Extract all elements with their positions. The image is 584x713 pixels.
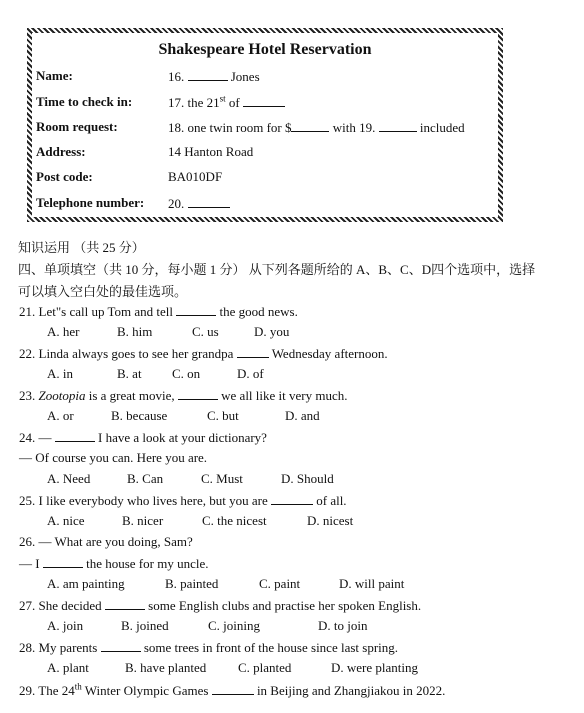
option-a[interactable]: A. or: [47, 408, 74, 423]
option-c[interactable]: C. but: [207, 408, 239, 423]
question-text: 24. —: [19, 430, 52, 445]
section-instruction: 四、单项填空（共 10 分，每小题 1 分） 从下列各题所给的 A、B、C、D四个选项中，选择: [18, 262, 536, 277]
option-c[interactable]: C. paint: [259, 576, 301, 591]
blank-number: 16.: [168, 69, 185, 84]
reservation-form: [27, 28, 503, 222]
option-b[interactable]: B. have planted: [125, 660, 207, 675]
question-text: some English clubs and practise her spoken English.: [148, 598, 422, 613]
form-row-address: [32, 144, 498, 164]
option-c[interactable]: C. the nicest: [202, 513, 267, 528]
question-28: [19, 639, 398, 656]
question-26-line2: [19, 555, 208, 572]
option-d[interactable]: D. will paint: [339, 576, 405, 591]
form-value: BA010DF: [168, 169, 223, 184]
answer-blank[interactable]: [176, 303, 216, 316]
option-b[interactable]: B. joined: [121, 618, 169, 633]
value-text: included: [419, 120, 465, 135]
question-text: the house for my uncle.: [86, 556, 209, 571]
question-text: 22. Linda always goes to see her grandpa: [19, 346, 234, 361]
option-c[interactable]: C. planted: [238, 660, 292, 675]
form-label: Room request:: [36, 119, 118, 134]
value-text: of: [225, 95, 240, 110]
option-b[interactable]: B. painted: [165, 576, 219, 591]
option-d[interactable]: D. of: [237, 366, 264, 381]
form-value: 14 Hanton Road: [168, 144, 254, 159]
option-d[interactable]: D. nicest: [307, 513, 354, 528]
option-b[interactable]: B. him: [117, 324, 153, 339]
question-text: 28. My parents: [19, 640, 98, 655]
value-text: 17. the 21: [168, 95, 220, 110]
option-c[interactable]: C. joining: [208, 618, 261, 633]
answer-blank[interactable]: [379, 119, 417, 132]
ordinal-suffix: th: [74, 681, 82, 692]
options-26: [47, 576, 404, 592]
value-text: 18. one twin room for $: [168, 120, 292, 135]
ordinal-suffix: st: [219, 93, 226, 104]
question-text: — I: [19, 556, 40, 571]
option-d[interactable]: D. you: [254, 324, 290, 339]
form-row-name: [32, 68, 498, 88]
option-b[interactable]: B. Can: [127, 471, 164, 486]
question-text: 29. The 24: [19, 683, 75, 698]
options-28: [47, 660, 418, 676]
options-27: [47, 618, 367, 634]
question-text: some trees in front of the house since last spring.: [143, 640, 399, 655]
form-label: Address:: [36, 144, 86, 159]
question-text: 27. She decided: [19, 598, 102, 613]
form-title: Shakespeare Hotel Reservation: [158, 41, 372, 58]
option-d[interactable]: D. were planting: [331, 660, 419, 675]
answer-blank[interactable]: [271, 492, 313, 505]
answer-blank[interactable]: [188, 68, 228, 81]
option-a[interactable]: A. in: [47, 366, 73, 381]
section-heading: 知识运用 （共 25 分）: [18, 240, 145, 255]
form-value: [168, 94, 285, 111]
form-value: [168, 119, 465, 136]
form-row-telephone: [32, 195, 498, 215]
form-row-room-request: [32, 119, 498, 139]
option-a[interactable]: A. nice: [47, 513, 85, 528]
option-a[interactable]: A. her: [47, 324, 80, 339]
question-text: 25. I like everybody who lives here, but you are: [19, 493, 268, 508]
answer-blank[interactable]: [55, 429, 95, 442]
question-text: Winter Olympic Games: [81, 683, 209, 698]
question-27: [19, 597, 421, 614]
question-text: 23.: [19, 388, 36, 403]
question-text: I have a look at your dictionary?: [98, 430, 267, 445]
form-value: [168, 195, 230, 212]
question-text: the good news.: [219, 304, 298, 319]
options-25: [47, 513, 353, 529]
option-a[interactable]: A. join: [47, 618, 84, 633]
form-row-post-code: [32, 169, 498, 189]
movie-title: Zootopia: [38, 388, 86, 403]
question-text: is a great movie,: [88, 388, 175, 403]
answer-blank[interactable]: [243, 94, 285, 107]
question-29: [19, 682, 445, 699]
question-text: we all like it very much.: [221, 388, 348, 403]
options-23: [47, 408, 320, 424]
question-24: [19, 429, 267, 446]
blank-number: 20.: [168, 196, 185, 211]
answer-blank[interactable]: [237, 345, 269, 358]
option-a[interactable]: A. plant: [47, 660, 89, 675]
answer-blank[interactable]: [178, 387, 218, 400]
question-22: [19, 345, 388, 362]
option-b[interactable]: B. at: [117, 366, 142, 381]
option-a[interactable]: A. Need: [47, 471, 91, 486]
answer-blank[interactable]: [212, 682, 254, 695]
dialogue-reply: — Of course you can. Here you are.: [19, 450, 208, 465]
option-d[interactable]: D. to join: [318, 618, 368, 633]
form-label: Time to check in:: [36, 94, 133, 109]
form-label: Telephone number:: [36, 195, 145, 210]
option-b[interactable]: B. because: [111, 408, 168, 423]
value-text: Jones: [230, 69, 260, 84]
question-text: Wednesday afternoon.: [271, 346, 388, 361]
form-row-check-in: [32, 94, 498, 114]
option-c[interactable]: C. Must: [201, 471, 243, 486]
options-22: [47, 366, 264, 382]
form-value: [168, 68, 260, 85]
option-c[interactable]: C. on: [172, 366, 201, 381]
answer-blank[interactable]: [105, 597, 145, 610]
question-26: 26. — What are you doing, Sam?: [19, 534, 193, 549]
answer-blank[interactable]: [43, 555, 83, 568]
question-23: [19, 387, 348, 404]
question-21: [19, 303, 298, 320]
form-label: Name:: [36, 68, 73, 83]
options-21: [47, 324, 289, 340]
value-text: with 19.: [329, 120, 376, 135]
answer-blank[interactable]: [291, 119, 329, 132]
option-c[interactable]: C. us: [192, 324, 219, 339]
options-24: [47, 471, 334, 487]
option-d[interactable]: D. Should: [281, 471, 334, 486]
answer-blank[interactable]: [101, 639, 141, 652]
answer-blank[interactable]: [188, 195, 230, 208]
option-b[interactable]: B. nicer: [122, 513, 164, 528]
option-a[interactable]: A. am painting: [47, 576, 125, 591]
question-25: [19, 492, 347, 509]
question-text: of all.: [316, 493, 347, 508]
question-text: in Beijing and Zhangjiakou in 2022.: [256, 683, 446, 698]
section-instruction: 可以填入空白处的最佳选项。: [18, 284, 188, 299]
question-text: 21. Let"s call up Tom and tell: [19, 304, 173, 319]
option-d[interactable]: D. and: [285, 408, 320, 423]
form-label: Post code:: [36, 169, 93, 184]
